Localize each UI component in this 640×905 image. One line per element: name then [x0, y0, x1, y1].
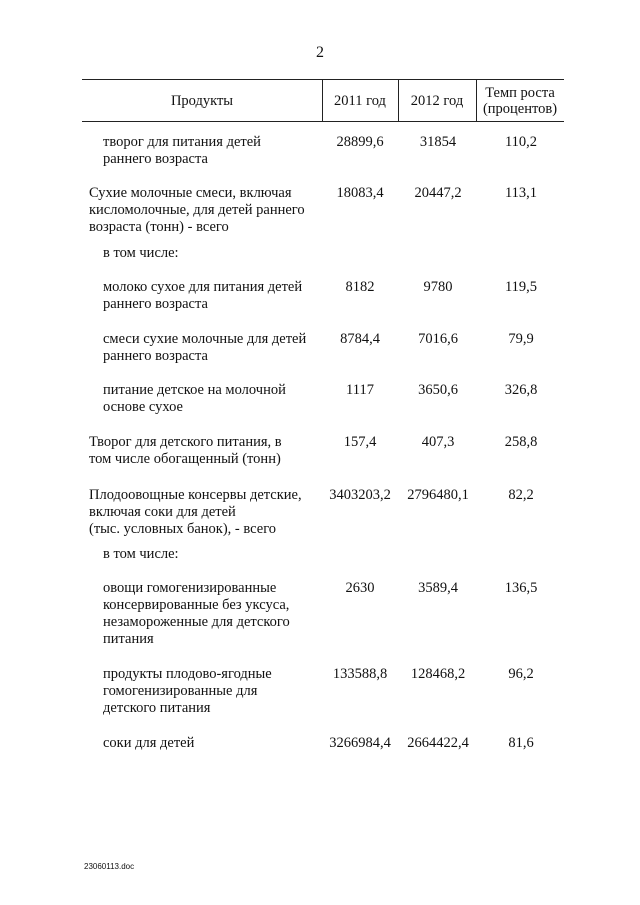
value-2011: 157,4: [343, 434, 377, 450]
growth-rate: 136,5: [504, 580, 538, 596]
product-name: соки для детей: [103, 735, 195, 751]
value-2012: 9780: [423, 279, 453, 295]
value-2012: 128468,2: [410, 666, 466, 682]
value-2012: 3650,6: [418, 382, 458, 398]
value-2011: 28899,6: [336, 134, 384, 150]
value-2011: 3266984,4: [329, 735, 391, 751]
product-name: Плодоовощные консервы детские, включая соки для детей (тыс. условных банок), - всего: [89, 487, 302, 537]
value-2012: 31854: [419, 134, 457, 150]
growth-rate: 119,5: [504, 279, 538, 295]
value-2012: 2664422,4: [407, 735, 469, 751]
subsection-label: в том числе:: [103, 245, 179, 261]
growth-rate: 110,2: [504, 134, 538, 150]
growth-rate: 258,8: [504, 434, 538, 450]
value-2012: 407,3: [421, 434, 455, 450]
growth-rate: 96,2: [508, 666, 534, 682]
value-2011: 8182: [345, 279, 375, 295]
growth-rate: 82,2: [508, 487, 534, 503]
value-2012: 20447,2: [414, 185, 462, 201]
page-number: 2: [316, 44, 324, 61]
product-name: молоко сухое для питания детей раннего возраста: [103, 279, 303, 312]
value-2011: 18083,4: [336, 185, 384, 201]
value-2012: 3589,4: [418, 580, 458, 596]
product-name: продукты плодово-ягодные гомогенизированные для детского питания: [103, 666, 272, 716]
product-name: смеси сухие молочные для детей раннего возраста: [103, 331, 307, 364]
growth-rate: 79,9: [508, 331, 534, 347]
product-name: овощи гомогенизированные консервированные без уксуса, незамороженные для детского питания: [103, 580, 290, 647]
subsection-label: в том числе:: [103, 546, 179, 562]
value-2011: 8784,4: [340, 331, 380, 347]
product-name: Творог для детского питания, в том числе обогащенный (тонн): [89, 434, 282, 467]
growth-rate: 326,8: [504, 382, 538, 398]
header-products: Продукты: [170, 92, 234, 109]
document-filename: 23060113.doc: [84, 862, 135, 871]
growth-rate: 113,1: [504, 185, 538, 201]
value-2011: 133588,8: [332, 666, 388, 682]
value-2011: 3403203,2: [329, 487, 391, 503]
value-2011: 1117: [346, 382, 374, 398]
header-growth-rate: Темп роста (процентов): [482, 84, 558, 117]
header-2012: 2012 год: [410, 92, 464, 109]
value-2012: 2796480,1: [407, 487, 469, 503]
value-2011: 2630: [345, 580, 375, 596]
product-name: питание детское на молочной основе сухое: [103, 382, 286, 415]
value-2012: 7016,6: [418, 331, 458, 347]
product-name: Сухие молочные смеси, включая кисломолочные, для детей раннего возраста (тонн) - всего: [89, 185, 305, 235]
header-2011: 2011 год: [334, 92, 386, 109]
product-name: творог для питания детей раннего возраста: [103, 134, 261, 167]
growth-rate: 81,6: [508, 735, 534, 751]
